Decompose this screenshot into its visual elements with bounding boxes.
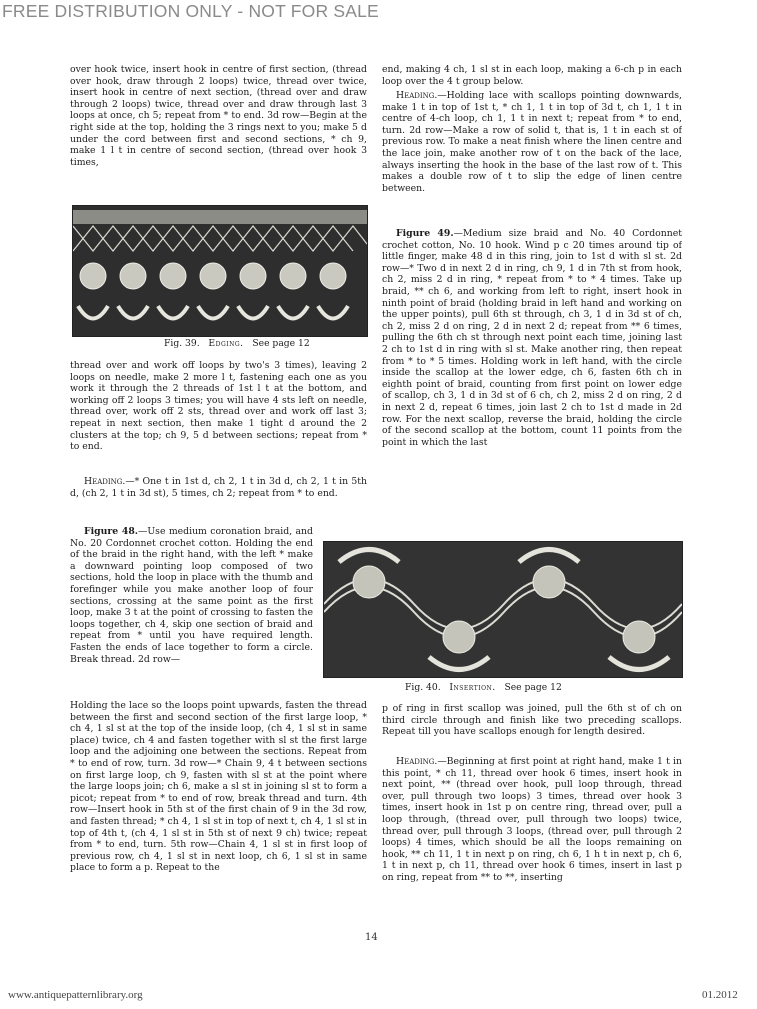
right-heading-2-paragraph: Heading.—Beginning at first point at right hand, make 1 t in this point, * ch 11, thread over hook 6 times, insert hook in next point, ** (thread over hook, pull loop through, thread over, pull through two loops) 3 times, thread over hook 3 times, insert hook in 1st p on centre ring, thread over, pull a loop through, (thread over, pull through two loops) twice, thread over, pull through 3 loops, (thread over, pull through 2 loops) 4 times, which should be all the loops remaining on hook, ** ch 11, 1 t in next p on ring, ch 6, 1 h t in next p, ch 6, 1 t in next p, ch 11, thread over hook 6 times, insert in last p on ring, repeat from ** to **, inserting bbox=[382, 756, 682, 883]
footer-date: 01.2012 bbox=[702, 989, 738, 1001]
edging-lace-pattern bbox=[73, 206, 367, 336]
right-paragraph-1: end, making 4 ch, 1 sl st in each loop, making a 6-ch p in each loop over the 4 t group below. bbox=[382, 64, 682, 87]
right-paragraph-4: p of ring in first scallop was joined, pull the 6th st of ch on third circle through and finish like two preceding scallops. Repeat till you have scallops enough for length desired. bbox=[382, 703, 682, 738]
right-figure-49-paragraph: Figure 49.—Medium size braid and No. 40 Cordonnet crochet cotton, No. 10 hook. Wind p c 20 times around tip of little finger, make 48 d in this ring, join to 1st d with sl st. 2d row—* Two d in next 2 d in ring, ch 9, 1 d in 7th st from hook, ch 2, miss 2 d in ring, * repeat from * to * 4 times. Take up braid, ** ch 6, and working from left to right, insert hook in ninth point of braid (holding braid in left hand and working on the upper points), pull 6th st through, ch 3, 1 d in 3d st of ch, ch 2, miss 2 d on ring, 2 d in next 2 d; repeat from ** 6 times, pulling the 6th ch st through next point each time, joining last 2 ch to 1st d in ring with sl st. Make another ring, then repeat from * to * 5 times. Holding work in left hand, with the circle inside the scallop at the lower edge, ch 6, fasten 6th ch in eighth point of braid, counting from first point on lower edge of scallop, ch 3, 1 d in 3d st of 6 ch, ch 2, miss 2 d on ring, 2 d in next 2 d, repeat 6 times, join last 2 ch to 1st d made in 2d row. For the next scallop, reverse the braid, holding the circle of the second scallop at the bottom, count 11 points from the point in which the last bbox=[382, 228, 682, 448]
fig-39-caption: Fig. 39. Edging. See page 12 bbox=[164, 338, 310, 349]
footer-url[interactable]: www.antiquepatternlibrary.org bbox=[8, 989, 143, 1001]
fig-40-insertion-photo bbox=[323, 541, 683, 678]
right-heading-paragraph: Heading.—Holding lace with scallops pointing downwards, make 1 t in top of 1st t, * ch 1, 1 t in top of 3d t, ch 1, 1 t in centre of 4-ch loop, ch 1, 1 t in next t; repeat from * to end, turn. 2d row—Make a row of solid t, that is, 1 t in each st of previous row. To make a neat finish where the linen centre and the lace join, make another row of t on the back of the lace, always inserting the hook in the base of the last row of t. This makes a double row of t to slip the edge of linen centre between. bbox=[382, 90, 682, 194]
left-figure-48-intro: Figure 48.—Use medium coronation braid, and No. 20 Cordonnet crochet cotton. Holding the end of the braid in the right hand, with the left * make a downward pointing loop composed of two sections, hold the loop in place with the thumb and forefinger while you make another loop of four sections, crossing at the same point as the first loop, make 3 t at the point of crossing to fasten the loops together, ch 4, skip one section of braid and repeat from * until you have required length. Fasten the ends of lace together to form a circle. Break thread. 2d row— bbox=[70, 526, 313, 665]
left-heading-paragraph: Heading.—* One t in 1st d, ch 2, 1 t in 3d d, ch 2, 1 t in 5th d, (ch 2, 1 t in 3d st), 5 times, ch 2; repeat from * to end. bbox=[70, 476, 367, 499]
left-paragraph-1: over hook twice, insert hook in centre of first section, (thread over hook, draw through 2 loops) twice, thread over twice, insert hook in centre of next section, (thread over and draw through 2 loops) twice, thread over and draw through last 3 loops at once, ch 5; repeat from * to end. 3d row—Begin at the right side at the top, holding the 3 rings next to you; make 5 d under the cord between first and second sections, * ch 9, make 1 l t in centre of second section, (thread over hook 3 times, bbox=[70, 64, 367, 168]
page-number: 14 bbox=[365, 932, 378, 943]
distribution-banner: FREE DISTRIBUTION ONLY - NOT FOR SALE bbox=[2, 1, 379, 21]
fig-40-caption: Fig. 40. Insertion. See page 12 bbox=[405, 682, 562, 693]
insertion-lace-pattern bbox=[324, 542, 682, 677]
fig-39-edging-photo bbox=[72, 205, 368, 337]
left-paragraph-2: thread over and work off loops by two's 3 times), leaving 2 loops on needle, make 2 more l t, fastening each one as you work it through the 2 threads of 1st l t at the bottom, and working off 2 loops 3 times; you will have 4 sts left on needle, thread over, work off 2 sts, thread over and work off last 3; repeat in next section, then make 1 tight d around the 2 clusters at the top; ch 9, 5 d between sections; repeat from * to end. bbox=[70, 360, 367, 453]
left-figure-48-continued: Holding the lace so the loops point upwards, fasten the thread between the first and second section of the first large loop, * ch 4, 1 sl st at the top of the inside loop, (ch 4, 1 sl st in same place) twice, ch 4 and fasten together with sl st the first large loop and the adjoining one between the sections. Repeat from * to end of row, turn. 3d row—* Chain 9, 4 t between sections on first large loop, ch 9, fasten with sl st at the point where the large loops join; ch 6, make a sl st in joining sl st to form a picot; repeat from * to end of row, break thread and turn. 4th row—Insert hook in 5th st of the first chain of 9 in the 3d row, and fasten thread; * ch 4, 1 sl st in top of next t, ch 4, 1 sl st in top of 4th t, (ch 4, 1 sl st in 5th st of next 9 ch) twice; repeat from * to end, turn. 5th row—Chain 4, 1 sl st in first loop of previous row, ch 4, 1 sl st in next loop, ch 6, 1 sl st in same place to form a p. Repeat to the bbox=[70, 700, 367, 874]
